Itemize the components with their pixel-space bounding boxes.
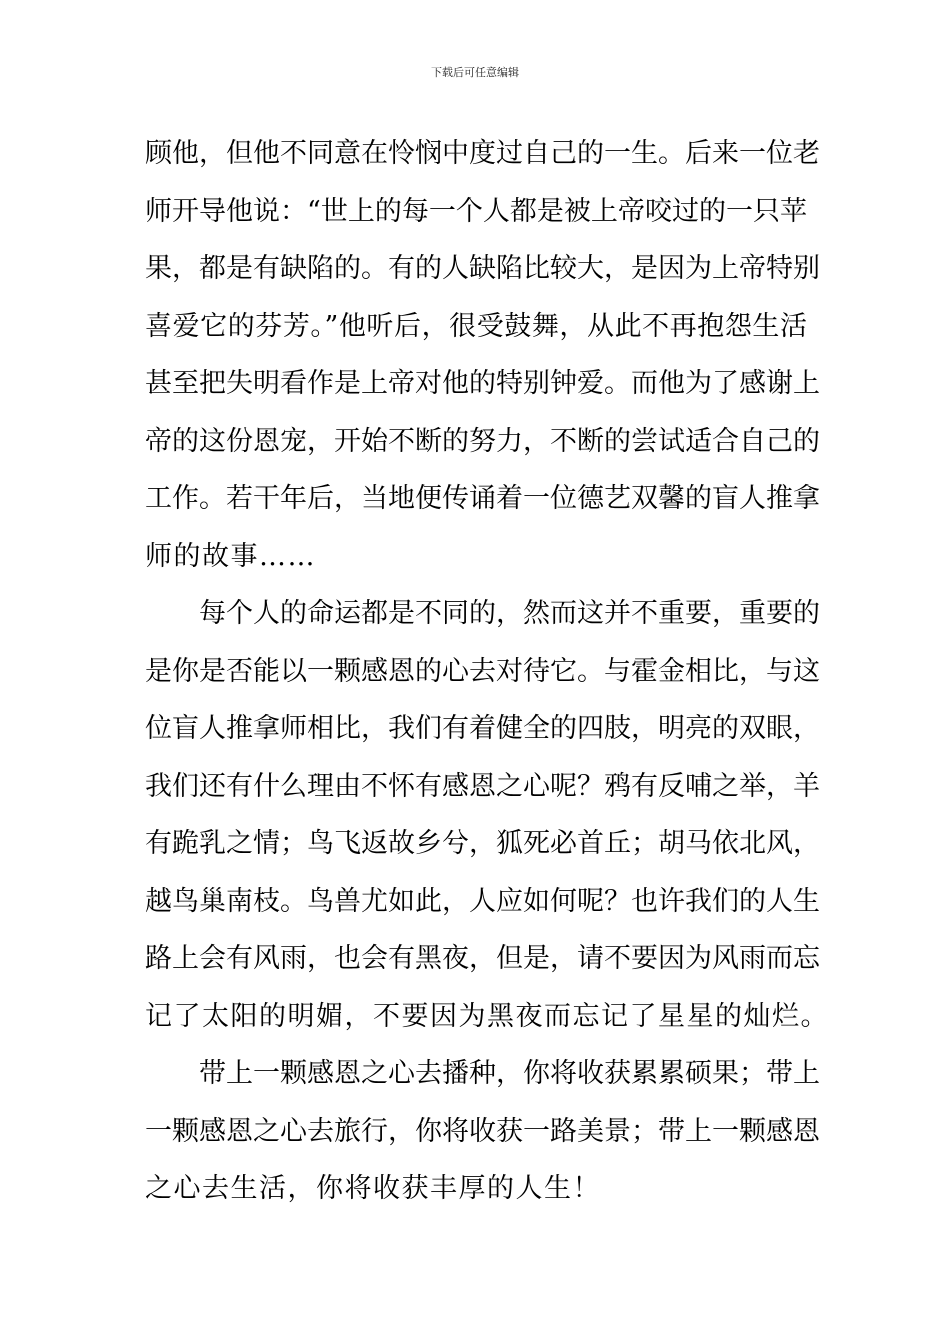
document-body	[145, 125, 829, 1218]
text-line: 甚至把失明看作是上帝对他的特别钟爱。而他为了感谢上	[145, 368, 820, 399]
text-line: 师的故事……	[145, 540, 316, 572]
text-line: 记了太阳的明媚，不要因为黑夜而忘记了星星的灿烂。	[145, 1000, 829, 1032]
paragraph-2	[145, 585, 829, 1045]
text-line: 果，都是有缺陷的。有的人缺陷比较大，是因为上帝特别	[145, 253, 820, 284]
text-line: 喜爱它的芬芳。”他听后，很受鼓舞，从此不再抱怨生活	[145, 310, 807, 342]
text-line: 带上一颗感恩之心去播种，你将收获累累硕果；带上	[199, 1058, 820, 1089]
text-line: 有跪乳之情；鸟飞返故乡兮，狐死必首丘；胡马依北风，	[145, 828, 820, 859]
text-line: 位盲人推拿师相比，我们有着健全的四肢，明亮的双眼，	[145, 713, 820, 744]
paragraph-3	[145, 1045, 820, 1218]
text-line: 路上会有风雨，也会有黑夜，但是，请不要因为风雨而忘	[145, 943, 820, 974]
text-line: 是你是否能以一颗感恩的心去对待它。与霍金相比，与这	[145, 655, 820, 687]
text-line: 师开导他说：“世上的每一个人都是被上帝咬过的一只苹	[145, 195, 807, 227]
text-line: 我们还有什么理由不怀有感恩之心呢？鸦有反哺之举，羊	[145, 770, 820, 802]
text-line: 越鸟巢南枝。鸟兽尤如此，人应如何呢？也许我们的人生	[145, 885, 820, 917]
paragraph-1	[145, 125, 820, 585]
text-line: 工作。若干年后，当地便传诵着一位德艺双馨的盲人推拿	[145, 483, 820, 514]
text-line: 顾他，但他不同意在怜悯中度过自己的一生。后来一位老	[145, 138, 820, 169]
page-header: 下载后可任意编辑	[431, 66, 519, 79]
text-line: 每个人的命运都是不同的，然而这并不重要，重要的	[199, 598, 820, 629]
text-line: 之心去生活，你将收获丰厚的人生！	[145, 1173, 601, 1204]
text-line: 一颗感恩之心去旅行，你将收获一路美景；带上一颗感恩	[145, 1115, 820, 1147]
text-line: 帝的这份恩宠，开始不断的努力，不断的尝试适合自己的	[145, 425, 820, 457]
